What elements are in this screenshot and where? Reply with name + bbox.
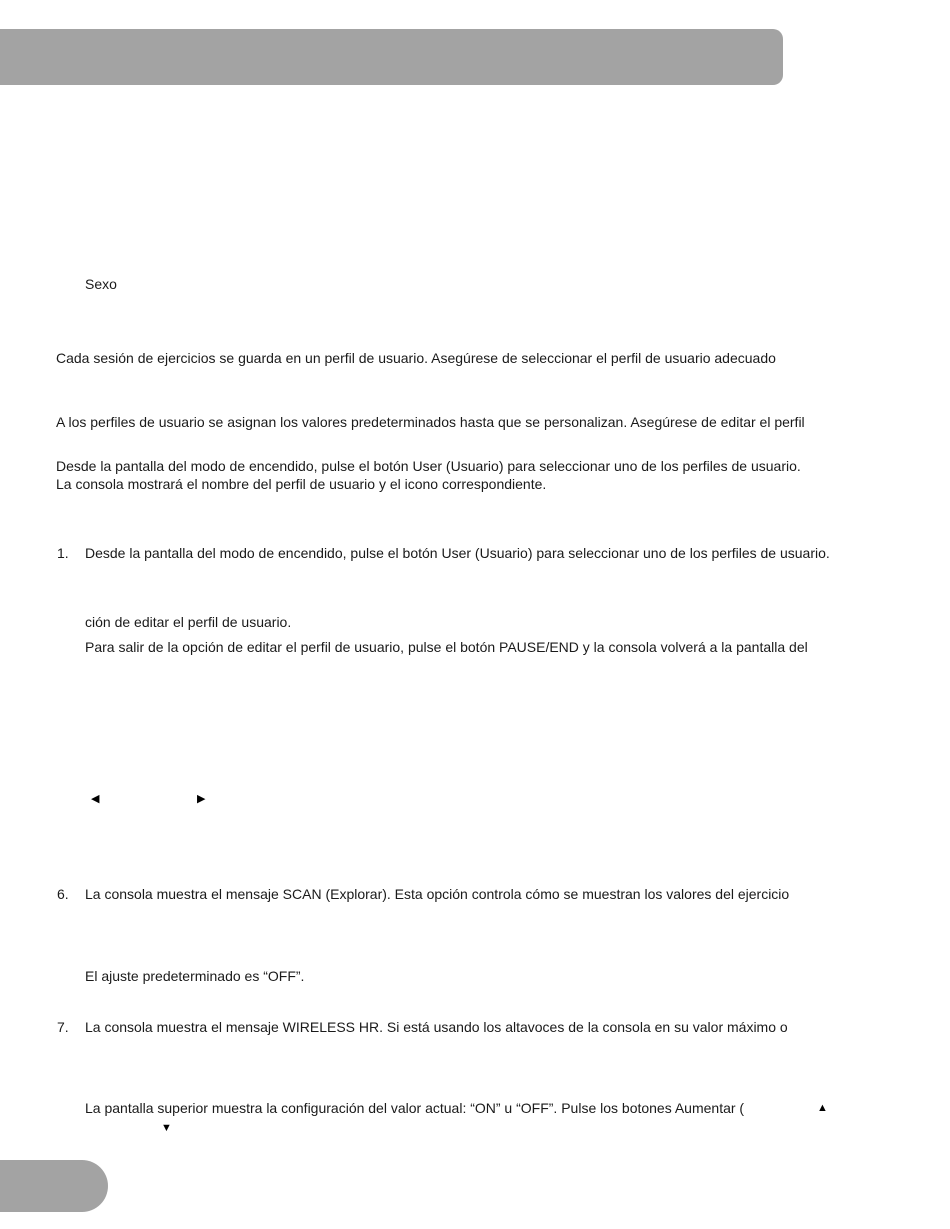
right-arrow-icon: ▶ bbox=[197, 793, 206, 805]
step-number-1: 1. bbox=[57, 545, 69, 561]
default-off-text: El ajuste predeterminado es “OFF”. bbox=[85, 968, 305, 984]
sexo-label: Sexo bbox=[85, 276, 117, 292]
header-bar bbox=[0, 29, 783, 85]
step-7-text: La consola muestra el mensaje WIRELESS HR. Si está usando los altavoces de la consola en su valor máximo o bbox=[85, 1019, 788, 1035]
exit-edit-profile-text: Para salir de la opción de editar el perfil de usuario, pulse el botón PAUSE/END y la consola volverá a la pantalla del bbox=[85, 639, 808, 655]
step-1-text: Desde la pantalla del modo de encendido, pulse el botón User (Usuario) para seleccionar uno de los perfiles de usuario. bbox=[85, 545, 830, 561]
upper-display-text: La pantalla superior muestra la configuración del valor actual: “ON” u “OFF”. Pulse los botones Aumentar ( bbox=[85, 1100, 745, 1116]
paragraph-select-profile-line2: La consola mostrará el nombre del perfil de usuario y el icono correspondiente. bbox=[56, 476, 547, 492]
paragraph-default-values: A los perfiles de usuario se asignan los valores predeterminados hasta que se personalizan. Asegúrese de editar el perfil bbox=[56, 414, 805, 430]
step-number-7: 7. bbox=[57, 1019, 69, 1035]
edit-profile-fragment: ción de editar el perfil de usuario. bbox=[85, 614, 292, 630]
paragraph-select-profile-line1: Desde la pantalla del modo de encendido, pulse el botón User (Usuario) para seleccionar uno de los perfiles de usuario. bbox=[56, 458, 801, 474]
up-arrow-icon: ▲ bbox=[817, 1102, 828, 1114]
step-number-6: 6. bbox=[57, 886, 69, 902]
step-6-text: La consola muestra el mensaje SCAN (Explorar). Esta opción controla cómo se muestran los valores del ejercicio bbox=[85, 886, 790, 902]
left-arrow-icon: ◀ bbox=[91, 793, 100, 805]
down-arrow-icon: ▼ bbox=[161, 1122, 172, 1134]
paragraph-profile-saved: Cada sesión de ejercicios se guarda en un perfil de usuario. Asegúrese de seleccionar el perfil de usuario adecuado bbox=[56, 350, 776, 366]
page-number-tab bbox=[0, 1160, 108, 1212]
